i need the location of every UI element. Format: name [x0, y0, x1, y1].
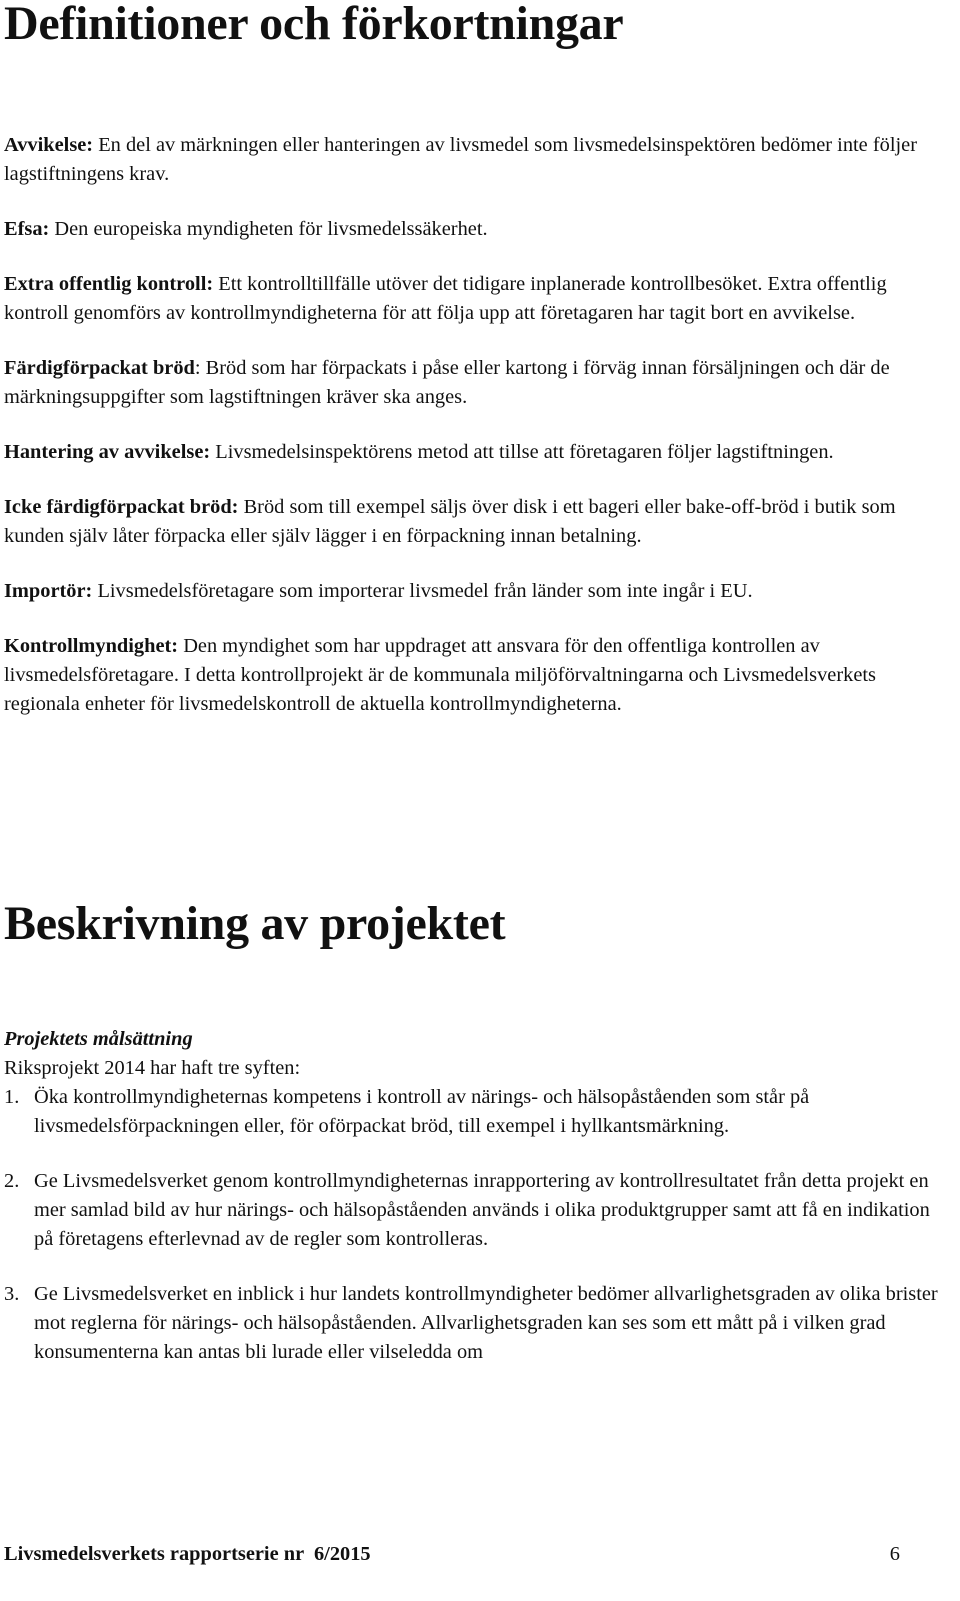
- definition-term: Importör:: [4, 580, 93, 602]
- objective-item: [4, 1083, 944, 1141]
- definition-text: Den europeiska myndigheten för livsmedelssäkerhet.: [49, 218, 488, 240]
- definition-item: [4, 131, 944, 189]
- objective-item: [4, 1167, 944, 1254]
- definition-item: [4, 270, 944, 328]
- definition-text: Livsmedelsföretagare som importerar livsmedel från länder som inte ingår i EU.: [92, 580, 753, 602]
- objectives-intro: Riksprojekt 2014 har haft tre syften:: [4, 1057, 301, 1079]
- definition-item: [4, 577, 944, 606]
- definition-term: Avvikelse:: [4, 134, 94, 156]
- definition-item: [4, 438, 944, 467]
- definition-text: Livsmedelsinspektörens metod att tillse att företagaren följer lagstiftningen.: [210, 441, 834, 463]
- definition-text: Bröd som till exempel säljs över disk i ett bageri eller bake-off-bröd i butik som kunden själv låter förpacka eller själv lägger i en förpackning innan betalning.: [4, 496, 896, 547]
- definition-term: Hantering av avvikelse:: [4, 441, 211, 463]
- definition-term: Icke färdigförpackat bröd:: [4, 496, 239, 518]
- definition-text: Den myndighet som har uppdraget att ansvara för den offentliga kontrollen av livsmedelsföretagare. I detta kontrollprojekt är de kommunala miljöförvaltningarna och Livsmedelsverkets regionala enheter för livsmedelskontroll de aktuella kontrollmyndigheterna.: [4, 635, 876, 715]
- definition-item: [4, 215, 944, 244]
- objective-number: 3.: [4, 1283, 20, 1305]
- definition-term: Extra offentlig kontroll:: [4, 273, 214, 295]
- page-number: 6: [889, 1543, 900, 1565]
- definition-text: : Bröd som har förpackats i påse eller kartong i förväg innan försäljningen och där de märkningsuppgifter som lagstiftningen kräver ska anges.: [4, 357, 890, 408]
- definition-item: [4, 354, 944, 412]
- definitions-list: [4, 131, 944, 745]
- definition-text: Ett kontrolltillfälle utöver det tidigare inplanerade kontrollbesöket. Extra offentlig kontroll genomförs av kontrollmyndigheterna för att följa upp att företagaren har tagit bort en avvikelse.: [4, 273, 887, 324]
- objective-number: 2.: [4, 1170, 20, 1192]
- objective-text: Ge Livsmedelsverket en inblick i hur landets kontrollmyndigheter bedömer allvarlighetsgraden av olika brister mot reglerna för närings- och hälsopåståenden. Allvarlighetsgraden kan ses som ett mått på i vilken grad konsumenterna kan antas bli lurade eller vilseledda om: [34, 1283, 938, 1363]
- definition-term: Efsa:: [4, 218, 50, 240]
- objective-number: 1.: [4, 1086, 20, 1108]
- section-title-project: Beskrivning av projektet: [4, 897, 506, 950]
- subheading-objectives: Projektets målsättning: [4, 1028, 193, 1050]
- definition-item: [4, 493, 944, 551]
- objective-text: Öka kontrollmyndigheternas kompetens i kontroll av närings- och hälsopåståenden som står på livsmedelsförpackningen eller, för oförpackat bröd, till exempel i hyllkantsmärkning.: [34, 1086, 810, 1137]
- definition-text: En del av märkningen eller hanteringen av livsmedel som livsmedelsinspektören bedömer inte följer lagstiftningens krav.: [4, 134, 917, 185]
- project-section: [4, 1025, 944, 1393]
- objective-text: Ge Livsmedelsverket genom kontrollmyndigheternas inrapportering av kontrollresultatet från detta projekt en mer samlad bild av hur närings- och hälsopåståenden används i olika produktgrupper samt att få en indikation på företagens efterlevnad av de regler som kontrolleras.: [34, 1170, 930, 1250]
- section-title-definitions: Definitioner och förkortningar: [4, 0, 624, 50]
- report-series: Livsmedelsverkets rapportserie nr 6/2015: [4, 1543, 371, 1565]
- objectives-list: [4, 1083, 944, 1367]
- definition-term: Kontrollmyndighet:: [4, 635, 179, 657]
- definition-term: Färdigförpackat bröd: [4, 357, 195, 379]
- definition-item: [4, 632, 944, 719]
- objective-item: [4, 1280, 944, 1367]
- page-footer: [4, 1540, 900, 1569]
